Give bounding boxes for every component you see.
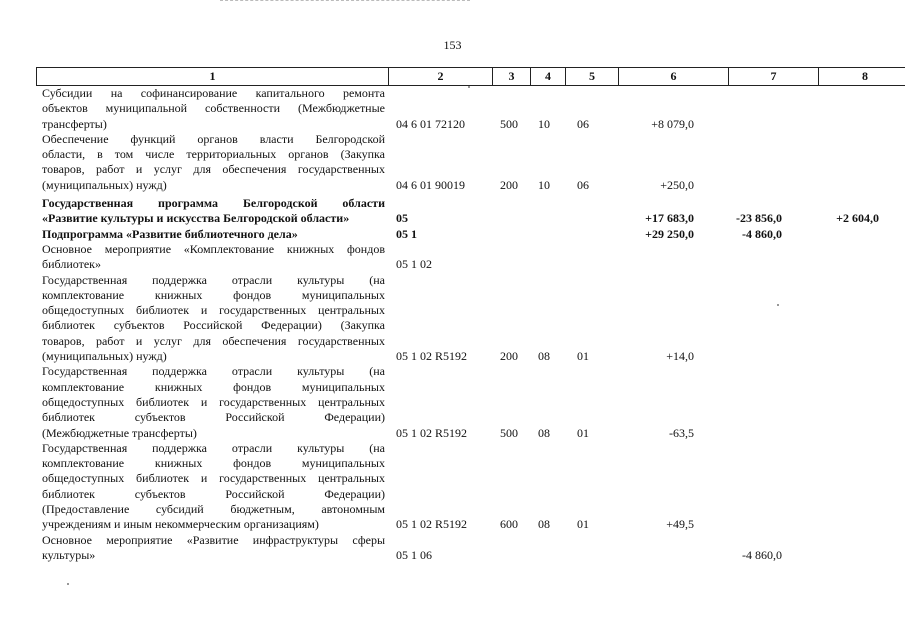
description-line: товаров, работ и услуг для обеспечения государственных — [42, 162, 385, 177]
page-number: 153 — [443, 38, 462, 52]
description-line: учреждениям и иным некоммерческим организациям) — [42, 517, 319, 532]
table-row — [0, 533, 905, 564]
row-description — [42, 441, 385, 533]
description-line: объектов муниципальной собственности (Межбюджетные — [42, 101, 385, 116]
header-col-4: 4 — [530, 68, 565, 85]
table-row — [0, 132, 905, 193]
row-subsection: 06 — [577, 116, 589, 131]
row-description — [42, 86, 385, 132]
scan-speck — [468, 86, 470, 88]
description-line: комплектование книжных фондов муниципальных — [42, 287, 385, 302]
table-row — [0, 227, 905, 242]
row-code: 05 — [396, 211, 408, 226]
header-col-8: 8 — [818, 68, 905, 85]
row-subsection: 01 — [577, 517, 589, 532]
row-code: 05 1 02 R5192 — [396, 349, 468, 364]
description-line: Основное мероприятие «Развитие инфраструктуры сферы — [42, 532, 385, 547]
row-amount-col6: +49,5 — [666, 517, 694, 532]
header-col-5: 5 — [565, 68, 618, 85]
row-amount-col7: -23 856,0 — [736, 211, 782, 226]
row-amount-col8: +2 604,0 — [836, 211, 879, 226]
header-col-2: 2 — [388, 68, 492, 85]
row-section: 10 — [538, 177, 550, 192]
header-col-1: 1 — [36, 68, 388, 85]
description-line: библиотек субъектов Российской Федерации) (Закупка — [42, 318, 385, 333]
table-row — [0, 441, 905, 533]
row-section: 08 — [538, 349, 550, 364]
description-line: библиотек субъектов Российской Федерации) — [42, 410, 385, 425]
row-amount-col6: +250,0 — [660, 177, 694, 192]
description-line: Государственная поддержка отрасли культуры (на — [42, 440, 385, 455]
row-code: 05 1 02 R5192 — [396, 425, 468, 440]
description-line: общедоступных библиотек и государственных центральных — [42, 394, 385, 409]
row-amount-col6: +17 683,0 — [645, 211, 694, 226]
row-subsection: 01 — [577, 349, 589, 364]
row-amount-col6: +29 250,0 — [645, 226, 694, 241]
table-row — [0, 364, 905, 440]
description-line: (муниципальных) нужд) — [42, 349, 167, 364]
table-row — [0, 196, 905, 227]
description-line: культуры» — [42, 547, 96, 562]
description-line: комплектование книжных фондов муниципальных — [42, 379, 385, 394]
description-line: (муниципальных) нужд) — [42, 177, 167, 192]
description-line: Государственная поддержка отрасли культуры (на — [42, 364, 385, 379]
row-section: 08 — [538, 517, 550, 532]
description-line: комплектование книжных фондов муниципальных — [42, 456, 385, 471]
row-description — [42, 364, 385, 440]
table-body — [0, 86, 905, 563]
row-expense-type: 600 — [500, 517, 518, 532]
description-line: Подпрограмма «Развитие библиотечного дела» — [42, 226, 298, 241]
row-amount-col6: +8 079,0 — [651, 116, 694, 131]
row-subsection: 06 — [577, 177, 589, 192]
header-col-6: 6 — [618, 68, 728, 85]
table-header — [36, 67, 905, 86]
row-code: 05 1 06 — [396, 547, 432, 562]
description-line: Субсидии на софинансирование капитального ремонта — [42, 86, 385, 100]
description-line: библиотек» — [42, 257, 101, 272]
scan-speck — [777, 304, 779, 306]
description-line: (Предоставление субсидий бюджетным, автономным — [42, 502, 385, 517]
description-line: Обеспечение функций органов власти Белгородской — [42, 131, 385, 146]
scan-artifact-line — [220, 0, 470, 3]
row-description — [42, 132, 385, 193]
row-code: 05 1 — [396, 226, 417, 241]
row-expense-type: 500 — [500, 116, 518, 131]
row-section: 10 — [538, 116, 550, 131]
description-line: (Межбюджетные трансферты) — [42, 425, 197, 440]
row-code: 05 1 02 R5192 — [396, 517, 468, 532]
description-line: Основное мероприятие «Комплектование книжных фондов — [42, 241, 385, 256]
row-description — [42, 227, 385, 242]
description-line: Государственная программа Белгородской области — [42, 196, 385, 211]
row-section: 08 — [538, 425, 550, 440]
row-description — [42, 196, 385, 227]
row-amount-col7: -4 860,0 — [742, 226, 782, 241]
header-col-3: 3 — [492, 68, 530, 85]
row-amount-col6: +14,0 — [666, 349, 694, 364]
table-row — [0, 242, 905, 273]
description-line: области, в том числе территориальных органов (Закупка — [42, 147, 385, 162]
row-expense-type: 200 — [500, 349, 518, 364]
description-line: товаров, работ и услуг для обеспечения государственных — [42, 333, 385, 348]
row-expense-type: 500 — [500, 425, 518, 440]
description-line: библиотек субъектов Российской Федерации) — [42, 486, 385, 501]
description-line: общедоступных библиотек и государственных центральных — [42, 303, 385, 318]
row-amount-col6: -63,5 — [669, 425, 694, 440]
row-code: 05 1 02 — [396, 257, 432, 272]
row-description — [42, 533, 385, 564]
table-row — [0, 273, 905, 365]
description-line: Государственная поддержка отрасли культуры (на — [42, 272, 385, 287]
description-line: «Развитие культуры и искусства Белгородской области» — [42, 211, 350, 226]
row-code: 04 6 01 90019 — [396, 177, 465, 192]
row-amount-col7: -4 860,0 — [742, 547, 782, 562]
description-line: трансферты) — [42, 116, 107, 131]
row-description — [42, 273, 385, 365]
row-description — [42, 242, 385, 273]
row-expense-type: 200 — [500, 177, 518, 192]
table-row — [0, 86, 905, 132]
description-line: общедоступных библиотек и государственных центральных — [42, 471, 385, 486]
scan-speck — [67, 583, 69, 585]
header-col-7: 7 — [728, 68, 818, 85]
row-code: 04 6 01 72120 — [396, 116, 465, 131]
row-subsection: 01 — [577, 425, 589, 440]
